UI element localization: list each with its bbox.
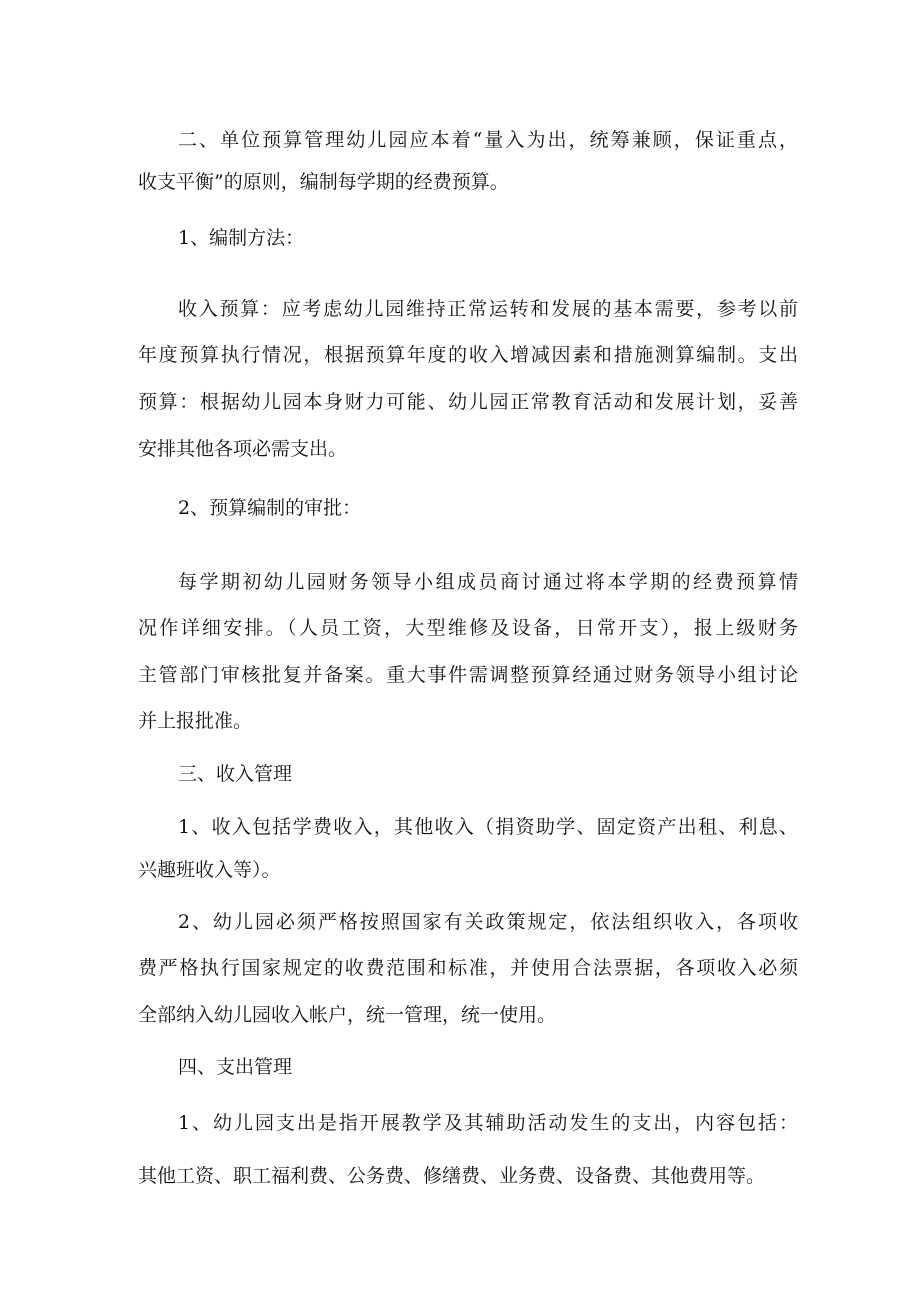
item1-paragraph-line1: 收入预算：应考虑幼儿园维持正常运转和发展的基本需要，参考以前 — [178, 298, 798, 320]
item1-paragraph-line3: 预算：根据幼儿园本身财力可能、幼儿园正常教育活动和发展计划，妥善 — [138, 391, 798, 413]
item1-paragraph-line2: 年度预算执行情况，根据预算年度的收入增减因素和措施测算编制。支出 — [138, 344, 798, 366]
section3-item2-line2: 费严格执行国家规定的收费范围和标准，并使用合法票据，各项收入必须 — [138, 957, 798, 979]
section3-item1-line1: 1、收入包括学费收入，其他收入（捐资助学、固定资产出租、利息、 — [178, 816, 798, 838]
item2-paragraph-line2: 况作详细安排。（人员工资，大型维修及设备，日常开支），报上级财务 — [138, 617, 798, 639]
section2-heading-line2: 收支平衡”的原则，编制每学期的经费预算。 — [138, 171, 509, 193]
section3-item2-line1: 2、幼儿园必须严格按照国家有关政策规定，依法组织收入，各项收 — [178, 911, 798, 933]
section4-heading: 四、支出管理 — [178, 1056, 293, 1078]
section4-item1-line2: 其他工资、职工福利费、公务费、修缮费、业务费、设备费、其他费用等。 — [138, 1165, 766, 1187]
section3-heading: 三、收入管理 — [178, 763, 293, 785]
section3-item1-line2: 兴趣班收入等）。 — [138, 859, 281, 881]
section2-item1-title: 1、编制方法： — [178, 227, 305, 249]
item2-paragraph-line1: 每学期初幼儿园财务领导小组成员商讨通过将本学期的经费预算情 — [178, 571, 798, 593]
section2-item2-title: 2、预算编制的审批： — [178, 497, 362, 519]
section3-item2-line3: 全部纳入幼儿园收入帐户，统一管理，统一使用。 — [138, 1004, 557, 1026]
item1-paragraph-line4: 安排其他各项必需支出。 — [138, 438, 348, 460]
section2-heading-line1: 二、单位预算管理幼儿园应本着“量入为出，统筹兼顾，保证重点， — [178, 129, 798, 151]
section4-item1-line1: 1、幼儿园支出是指开展教学及其辅助活动发生的支出，内容包括： — [178, 1112, 798, 1134]
item2-paragraph-line4: 并上报批准。 — [138, 710, 253, 732]
item2-paragraph-line3: 主管部门审核批复并备案。重大事件需调整预算经通过财务领导小组讨论 — [138, 664, 798, 686]
